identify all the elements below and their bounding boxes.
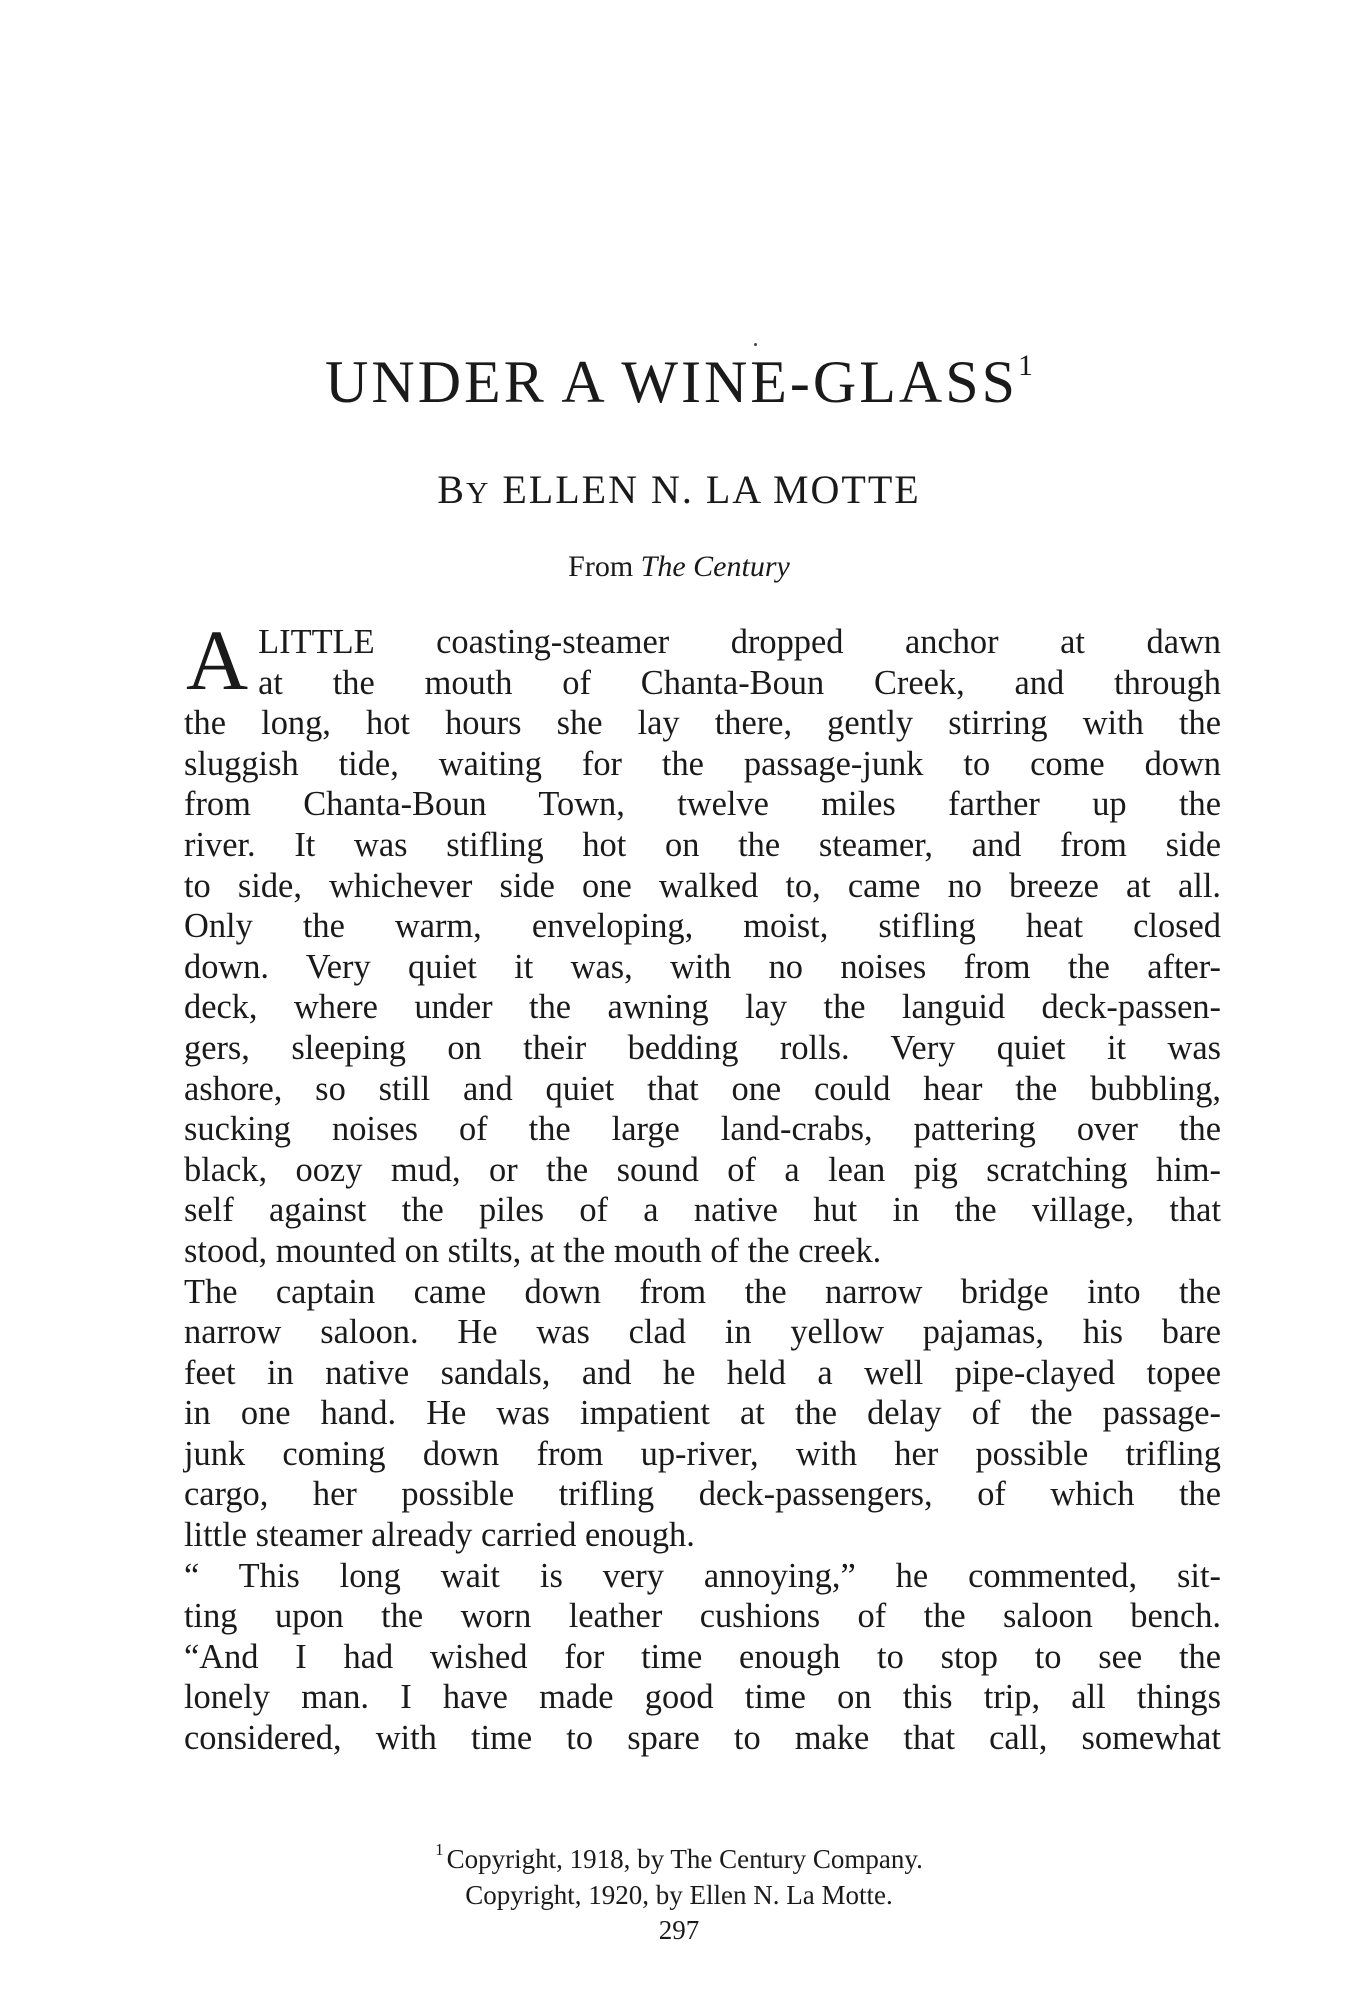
footnote-copyright-1918: Copyright, 1918, by The Century Company. — [446, 1844, 923, 1874]
text-line: deck, where under the awning lay the languid deck-passen- — [184, 988, 1221, 1027]
article-title-text: UNDER A WINE-GLASS — [325, 349, 1018, 415]
print-speck — [754, 343, 757, 346]
text-line: considered, with time to spare to make that call, somewhat — [184, 1719, 1221, 1758]
source-line — [0, 552, 1358, 582]
first-paragraph — [184, 612, 1221, 1272]
second-paragraph — [184, 1272, 1221, 1556]
source-prefix: From — [568, 550, 634, 583]
footnote-marker: 1 — [435, 1840, 444, 1859]
text-line: the long, hot hours she lay there, gently stirring with the — [184, 704, 1221, 743]
third-paragraph — [184, 1556, 1221, 1759]
byline-prefix-rest: Y — [465, 475, 491, 510]
text-line: ashore, so still and quiet that one could hear the bubbling, — [184, 1069, 1221, 1108]
text-line: The captain came down from the narrow bridge into the — [184, 1272, 1221, 1311]
text-line: little steamer already carried enough. — [184, 1516, 695, 1555]
text-line: at the mouth of Chanta-Boun Creek, and through — [258, 663, 1221, 702]
source-name: The Century — [640, 550, 790, 583]
footnote-copyright-1920: Copyright, 1920, by Ellen N. La Motte. — [465, 1880, 893, 1910]
text-line: from Chanta-Boun Town, twelve miles farther up the — [184, 785, 1221, 824]
text-line: cargo, her possible trifling deck-passengers, of which the — [184, 1475, 1221, 1514]
text-line: LITTLE coasting-steamer dropped anchor at dawn — [258, 623, 1221, 661]
text-line: stood, mounted on stilts, at the mouth of the creek. — [184, 1231, 882, 1270]
text-line: feet in native sandals, and he held a well pipe-clayed topee — [184, 1353, 1221, 1392]
text-line: black, oozy mud, or the sound of a lean pig scratching him- — [184, 1150, 1221, 1189]
text-line: self against the piles of a native hut in the village, that — [184, 1191, 1221, 1230]
text-line: “And I had wished for time enough to stop to see the — [184, 1637, 1221, 1676]
byline-prefix-initial: B — [437, 467, 466, 512]
byline — [0, 467, 1358, 512]
text-line: narrow saloon. He was clad in yellow pajamas, his bare — [184, 1313, 1221, 1352]
byline-author: ELLEN N. LA MOTTE — [502, 467, 921, 512]
page-number: 297 — [658, 1915, 700, 1945]
text-line: “ This long wait is very annoying,” he commented, sit- — [184, 1556, 1221, 1595]
text-line: sluggish tide, waiting for the passage-junk to come down — [184, 744, 1221, 783]
text-line: to side, whichever side one walked to, came no breeze at all. — [184, 866, 1221, 905]
text-line: ting upon the worn leather cushions of the saloon bench. — [184, 1597, 1221, 1636]
footnotes — [0, 1835, 1358, 1913]
footnote-2 — [0, 1877, 1358, 1913]
text-line: sucking noises of the large land-crabs, pattering over the — [184, 1110, 1221, 1149]
text-line: down. Very quiet it was, with no noises from the after- — [184, 947, 1221, 986]
text-line: lonely man. I have made good time on this trip, all things — [184, 1678, 1221, 1717]
text-line: in one hand. He was impatient at the delay of the passage- — [184, 1394, 1221, 1433]
text-line: river. It was stifling hot on the steamer, and from side — [184, 825, 1221, 864]
footnote-1 — [0, 1835, 1358, 1877]
text-line: Only the warm, enveloping, moist, stifling heat closed — [184, 907, 1221, 946]
text-line: gers, sleeping on their bedding rolls. Very quiet it was — [184, 1028, 1221, 1067]
title-footnote-marker: 1 — [1017, 349, 1033, 382]
text-line: junk coming down from up-river, with her possible trifling — [184, 1434, 1221, 1473]
article-body — [184, 612, 1221, 1759]
drop-cap: A — [186, 612, 249, 708]
article-title — [0, 349, 1358, 415]
